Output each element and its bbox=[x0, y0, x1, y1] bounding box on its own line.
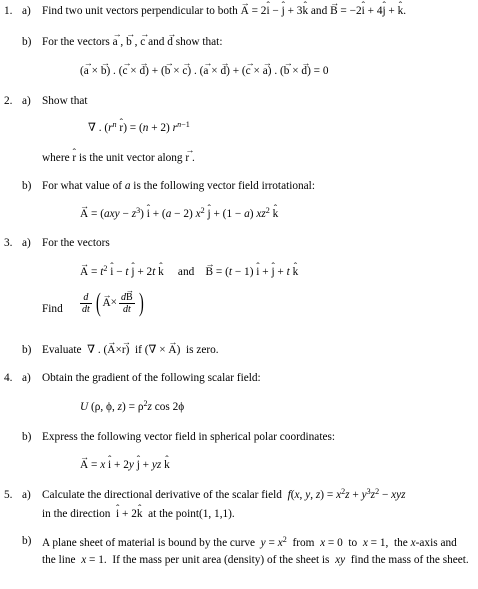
q3b-label: b) bbox=[22, 344, 32, 356]
q3b-text: Evaluate ∇ . (→ A×→ r) if (∇ × → A) is zero. bbox=[42, 344, 219, 356]
q4b-text: Express the following vector field in spherical polar coordinates: bbox=[42, 431, 336, 443]
q2-number: 2. bbox=[4, 95, 13, 107]
q4a-label: a) bbox=[22, 372, 31, 384]
q2b-equation: → $A = (axy - z^3)$ ˆ i + (a − 2) $x^2$ ˆ j + (1 − a) $xz^2$ ˆ k bbox=[80, 208, 278, 220]
q4b-equation: → A = x ˆ i + 2y ˆ j + yz ˆ k bbox=[80, 459, 170, 471]
q4b-label: b) bbox=[22, 431, 32, 443]
q2b-text: For what value of a is the following vector field irrotational: bbox=[42, 180, 315, 192]
q5b-label: b) bbox=[22, 535, 32, 547]
q1a-label: a) bbox=[22, 5, 31, 17]
q1-number: 1. bbox=[4, 5, 13, 17]
q5a-text: Calculate the directional derivative of the scalar field f(x, y, $z) = x^2z + y^3z^2$ − xyz bbox=[42, 486, 406, 501]
q5b-text: A plane sheet of material is bound by the curve $y = x^2$ from x = 0 to x = 1, the x-axis and the line x = 1. If the mass per unit area (density) of the sheet is xy find the mass of the sheet. bbox=[42, 534, 469, 566]
q1b-equation: (→ a × → b) . (→ c × → d) + (→ b × → c) . (→ a × → d) + (→ c × → a) . (→ b × → d) = 0 bbox=[80, 65, 329, 77]
q1b-label: b) bbox=[22, 36, 32, 48]
q2b-label: b) bbox=[22, 180, 32, 192]
q5-number: 5. bbox=[4, 489, 13, 501]
q1a-text: Find two unit vectors perpendicular to both → A = 2ˆ i − ˆ j + 3ˆ k and → B = −2ˆ i + 4ˆ j + ˆ k. bbox=[42, 5, 406, 17]
q4a-equation: U (ρ, ϕ, $z) = \rho^2z$ cos 2ϕ bbox=[80, 398, 185, 413]
q2a-equation: ∇ . ($r^n$ ˆ r) = (n + 2) $r^{n-1}$ bbox=[88, 122, 190, 134]
q2a-note: where ˆ r is the unit vector along → r . bbox=[42, 152, 195, 164]
q3a-text: For the vectors bbox=[42, 237, 110, 249]
q3a-label: a) bbox=[22, 237, 31, 249]
q5a-label: a) bbox=[22, 489, 31, 501]
q3a-find-expression: $\frac{d}{dt}$ (→ A× $\frac{d\to B}{dt}$ ) bbox=[78, 290, 145, 316]
q3a-find-label: Find bbox=[42, 303, 63, 315]
q2a-label: a) bbox=[22, 95, 31, 107]
q3a-equation: → $A = t^2$ ˆ i − t ˆ j + 2t ˆ k and → B = (t − 1) ˆ i + ˆ j + t ˆ k bbox=[80, 266, 298, 278]
q4-number: 4. bbox=[4, 372, 13, 384]
q4a-text: Obtain the gradient of the following scalar field: bbox=[42, 372, 261, 384]
q2a-text: Show that bbox=[42, 95, 88, 107]
q5a-text-line2: in the direction ˆ i + 2ˆ k at the point(1, 1,1). bbox=[42, 508, 235, 520]
q1b-text: For the vectors → a , → b , → c and → d show that: bbox=[42, 36, 222, 48]
q3-number: 3. bbox=[4, 237, 13, 249]
